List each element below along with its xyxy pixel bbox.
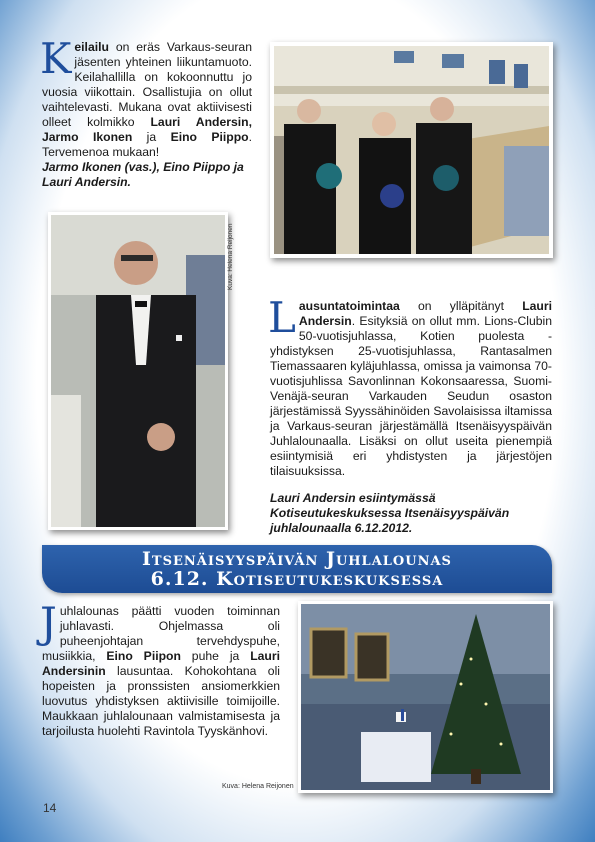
luncheon-text-a: uhlalounas päätti vuoden toiminnan juhlavasti. Ohjelmassa oli puheenjohtajan tervehdyspuhe, musiikkia,	[42, 604, 280, 663]
bowling-names: Lauri Andersin, Jarmo Ikonen	[42, 115, 252, 144]
dropcap-l: L	[268, 293, 296, 342]
luncheon-photo-credit: Kuva: Helena Reijonen	[222, 783, 294, 790]
bowling-name-eino: Eino Piippo	[170, 130, 249, 144]
luncheon-name-eino: Eino Piipon	[106, 649, 181, 663]
page-number: 14	[43, 801, 57, 815]
luncheon-photo-image	[301, 604, 550, 790]
recitation-article	[268, 293, 552, 536]
bowling-text-and: ja	[132, 130, 171, 144]
banner-title-line1: Itsenäisyyspäivän Juhlalounas	[142, 548, 452, 570]
recitation-lead-word: ausuntatoimintaa	[298, 299, 400, 313]
luncheon-photo	[298, 601, 553, 793]
dropcap-j: J	[40, 598, 57, 647]
section-banner	[42, 545, 552, 593]
bowling-lead-word: eilailu	[74, 40, 109, 54]
luncheon-text-b: puhe ja	[180, 649, 251, 663]
dropcap-k: K	[40, 34, 72, 83]
bowling-article	[40, 34, 252, 190]
bowling-caption: Jarmo Ikonen (vas.), Eino Piippo ja Lauri Andersin.	[42, 160, 244, 189]
recitation-name: Lauri Andersin	[298, 299, 552, 328]
portrait-photo	[48, 212, 228, 530]
recitation-caption: Lauri Andersin esiintymässä Kotiseutukeskuksessa Itsenäisyyspäivän juhlalounaalla 6.12.2012.	[270, 491, 510, 535]
recitation-text-b: . Esityksiä on ollut mm. Lions-Clubin 50-vuotisjuhlassa, Kotien puolesta -yhdistyksen 25-vuotisjuhlassa, Rantasalmen Tiemassaaren kyläjuhlassa, omissa ja vaimonsa 70-vuotisjuhlissa Savonlinnan Kokonsaaressa, Suomi-Venäjä-seuran Varkauden Seudun osaston järjestämissä Syyssähinöiden Savolaisissa iltamissa ja Varkaus-seuran järjestämällä Itsenäisyyspäivän Juhlalounaalla. Lisäksi on ollut useita pienempiä esiintymisiä eri yhdistysten ja järjestöjen tilaisuuksissa.	[270, 314, 552, 478]
recitation-text-a: on ylläpitänyt	[399, 299, 523, 313]
bowling-photo	[270, 42, 553, 258]
bowling-text: on eräs Varkaus-seuran jäsenten yhteinen liikuntamuoto. Keilahallilla on kokoonnuttu jo vuosia viikottain. Osallistujia on ollut vaihtelevasti. Mukana ovat aktiivisesti olleet kolmikko	[42, 40, 252, 129]
portrait-photo-image	[51, 215, 225, 527]
luncheon-text-c: lausuntaa. Kohokohtana oli hopeisten ja pronssisten ansiomerkkien luovutus yhdistyksen aktiivisille toimijoille. Maukkaan juhlalounaan valmistamisesta ja tarjoilusta huolehti Ravintola Tyyskänhovi.	[42, 664, 280, 738]
bowling-photo-image	[274, 46, 549, 254]
luncheon-article	[40, 598, 280, 739]
banner-title-line2: 6.12. Kotiseutukeskuksessa	[150, 568, 444, 590]
bowling-text-end: . Tervemenoa mukaan!	[42, 130, 252, 159]
portrait-photo-credit: Kuva: Helena Reijonen	[227, 223, 234, 290]
luncheon-name-lauri: Lauri Andersinin	[42, 649, 280, 678]
